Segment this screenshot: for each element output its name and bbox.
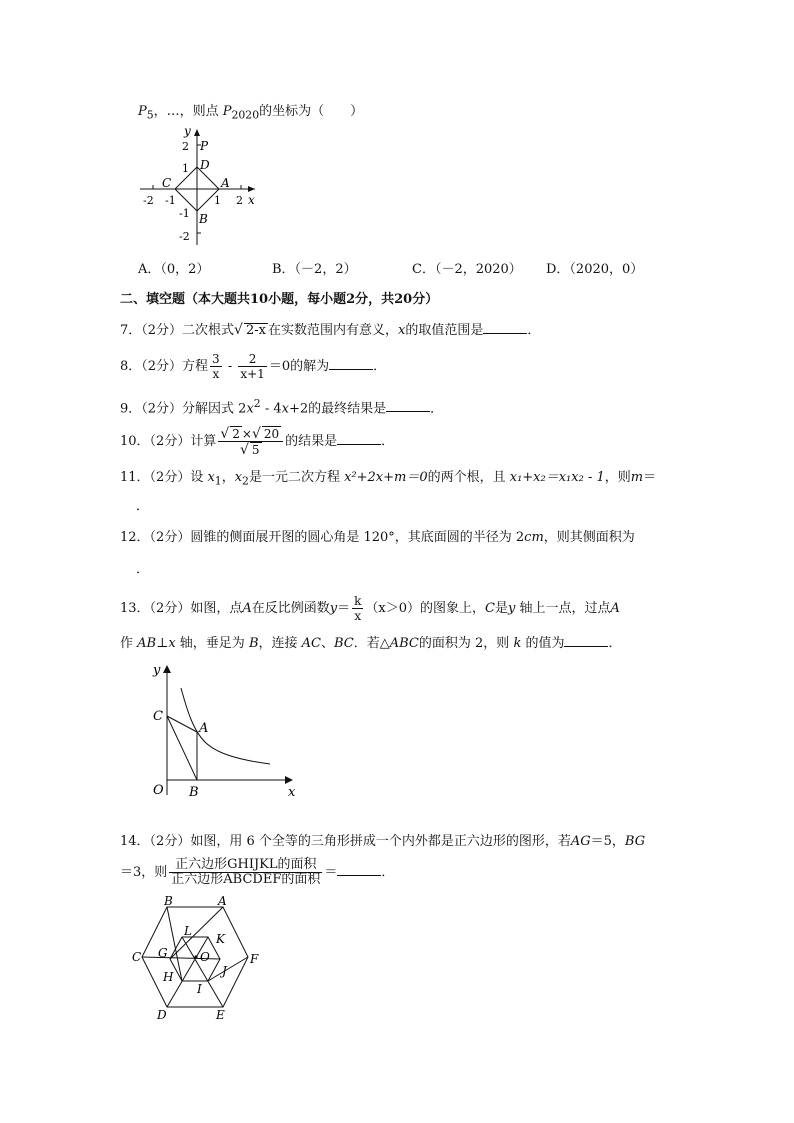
q14-label-j: J (222, 964, 227, 978)
q6-x-label: x (248, 193, 255, 207)
q6-point-c: C (162, 176, 172, 190)
q14-hexagon-figure (130, 895, 270, 1020)
q14-label-o: O (200, 950, 210, 964)
q12-line1: 12．（2分）圆锥的侧面展开图的圆心角是 120°，其底面圆的半径为 2cm，则其侧面积为 (120, 530, 635, 545)
q10-answer-blank[interactable] (337, 432, 381, 445)
q6-choice-d[interactable]: D．（2020，0） (546, 262, 644, 277)
q7-answer-blank[interactable] (483, 321, 527, 334)
q6-choice-b[interactable]: B．（－2，2） (272, 262, 357, 277)
q14-label-g: G (158, 946, 168, 960)
q11-line2: ． (136, 499, 150, 514)
q13-hyperbola-figure (145, 660, 315, 805)
q7-line: 7．（2分）二次根式√ 2-x 在实数范围内有意义，x的取值范围是 ． (120, 322, 541, 338)
q13-line2: 作 AB⊥x 轴，垂足为 B，连接 AC、BC．若△ABC的面积为 2，则 k 的值为 ． (120, 636, 622, 651)
q14-label-l: L (184, 924, 192, 938)
q14-label-f: F (250, 952, 259, 966)
q6-y-label: y (184, 125, 191, 138)
q6-tick-x-2: -2 (143, 194, 154, 207)
q6-choice-c[interactable]: C．（－2，2020） (412, 262, 522, 277)
q6-tick-x-1: -1 (165, 194, 176, 207)
q6-point-d: D (200, 158, 210, 172)
q13-a-label: A (199, 721, 209, 736)
q6-tick-x1: 1 (214, 194, 221, 207)
q12-line2: ． (136, 562, 150, 577)
q9-answer-blank[interactable] (386, 399, 430, 412)
q14-line1: 14．（2分）如图，用 6 个全等的三角形拼成一个内外都是正六边形的图形，若AG＝5，BG (120, 834, 646, 849)
q14-label-c: C (132, 950, 142, 964)
q11-line1: 11．（2分）设 $x_1$，$x_2$是一元二次方程 x²+2x+m＝0的两个根，且 x₁+x₂＝x₁x₂ - 1，则m＝ (120, 470, 657, 488)
q14-label-h: H (163, 970, 174, 984)
q13-answer-blank[interactable] (564, 634, 608, 647)
q14-label-a: A (218, 895, 227, 908)
q13-c-label: C (153, 709, 163, 724)
q14-line2: ＝3，则 $\frac{\text{正六边形GHIJKL的面积}}{\text{正六边形ABCDEF的面积}}$ ＝ ． (120, 857, 395, 887)
q8-answer-blank[interactable] (329, 357, 373, 370)
q6-tail-line: $P_5$，…，则点 $P_{2020}$的坐标为（ ） (138, 104, 364, 122)
q6-tick-y2: 2 (182, 140, 189, 153)
q14-label-k: K (216, 932, 225, 946)
q9-line: 9．（2分）分解因式 $2x^2 - 4x+2$的最终结果是 ． (120, 397, 444, 417)
q6-tick-x2: 2 (236, 194, 243, 207)
q10-line: 10．（2分）计算 $\frac{√ 2 \times√ 20}{√ 5}$ 的结果是 ． (120, 426, 395, 458)
q6-point-b: B (199, 212, 208, 226)
q6-tick-y-2: -2 (179, 230, 190, 243)
q14-label-e: E (216, 1008, 225, 1020)
q14-answer-blank[interactable] (337, 863, 381, 876)
q14-label-b: B (164, 895, 173, 908)
q8-line: 8．（2分）方程 $\frac{3}{x}$ - $\frac{2}{x+1}$ ＝0的解为 ． (120, 352, 387, 381)
q6-point-p: P (200, 139, 209, 153)
q6-coordinate-figure (135, 125, 265, 250)
q6-tick-y-1: -1 (179, 207, 190, 220)
q6-choice-a[interactable]: A．（0，2） (138, 262, 210, 277)
q13-y-label: y (153, 663, 161, 678)
q14-label-d: D (157, 1008, 167, 1020)
q13-o-label: O (153, 783, 164, 798)
q13-b-label: B (189, 785, 199, 800)
q13-x-label: x (288, 785, 296, 800)
section2-title: 二、填空题（本大题共10小题，每小题2分，共20分） (120, 292, 439, 307)
q14-label-i: I (197, 982, 202, 996)
q6-tick-y1: 1 (182, 162, 189, 175)
q13-line1: 13．（2分）如图，点A在反比例函数y＝ $\frac{k}{x}$ （x＞0）的图象上，C是y 轴上一点，过点A (120, 594, 620, 623)
q6-point-a: A (221, 176, 230, 190)
